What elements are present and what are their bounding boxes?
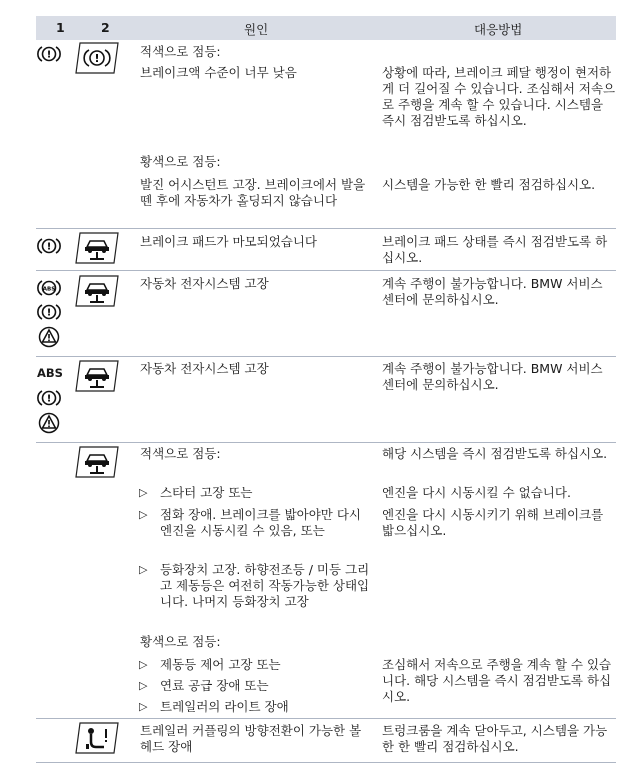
cause-bullet: 등화장치 고장. 하향전조등 / 미등 그리고 제동등은 여전히 작동가능한 상태입니다. 나머지 등화장치 고장: [160, 562, 370, 609]
brake-warning-icon: [37, 388, 63, 408]
row-divider: [36, 718, 616, 719]
svg-text:!: !: [46, 49, 52, 61]
row-divider: [36, 356, 616, 357]
cause-text: 발진 어시스턴트 고장. 브레이크에서 발을 뗀 후에 자동차가 홀딩되지 않습니다: [140, 177, 366, 208]
abs-text-indicator: ABS: [37, 366, 63, 380]
yellow-lit-heading: 황색으로 점등:: [140, 154, 221, 169]
cause-text: 트레일러 커플링의 방향전환이 가능한 볼 헤드 장애: [140, 723, 362, 754]
action-text: 계속 주행이 불가능합니다. BMW 서비스 센터에 문의하십시오.: [382, 361, 603, 392]
bullet-triangle-icon: ▷: [139, 508, 148, 521]
svg-text:ABS: ABS: [42, 286, 56, 293]
cause-bullet: 제동등 제어 고장 또는: [160, 657, 281, 672]
header-cause: 원인: [244, 22, 269, 37]
brake-warning-icon: [37, 44, 63, 64]
yellow-lit-heading: 황색으로 점등:: [140, 634, 221, 649]
red-lit-heading: 적색으로 점등:: [140, 44, 221, 59]
row-divider: [36, 442, 616, 443]
car-on-lift-icon: [74, 360, 120, 392]
action-text: 조심해서 저속으로 주행을 계속 할 수 있습니다. 해당 시스템을 즉시 점검받도록 하십시오.: [382, 657, 612, 704]
action-text: 엔진을 다시 시동시키기 위해 브레이크를 밟으십시오.: [382, 507, 604, 538]
header-col-1: 1: [56, 20, 65, 35]
cause-bullet: 스타터 고장 또는: [160, 485, 253, 500]
car-on-lift-icon: [74, 446, 120, 478]
cause-bullet: 연료 공급 장애 또는: [160, 678, 269, 693]
svg-text:!: !: [94, 52, 100, 65]
cause-text: 브레이크액 수준이 너무 낮음: [140, 65, 297, 80]
action-text: 상황에 따라, 브레이크 페달 행정이 현저하게 더 길어질 수 있습니다. 조심해서 저속으로 주행을 계속 할 수 있습니다. 시스템을 즉시 점검받도록 하십시오.: [382, 65, 616, 128]
header-col-2: 2: [101, 20, 110, 35]
bullet-triangle-icon: ▷: [139, 563, 148, 576]
svg-text:!: !: [46, 393, 52, 405]
bullet-triangle-icon: ▷: [139, 679, 148, 692]
header-action: 대응방법: [474, 22, 523, 37]
brake-warning-icon: [37, 236, 63, 256]
bullet-triangle-icon: ▷: [139, 700, 148, 713]
row-divider: [36, 228, 616, 229]
brake-warning-display-icon: [74, 42, 120, 74]
cause-bullet: 트레일러의 라이트 장애: [160, 699, 289, 714]
action-text: 해당 시스템을 즉시 점검받도록 하십시오.: [382, 446, 608, 461]
car-on-lift-icon: [74, 275, 120, 307]
bullet-triangle-icon: ▷: [139, 658, 148, 671]
cause-text: 브레이크 패드가 마모되었습니다: [140, 234, 317, 249]
action-text: 시스템을 가능한 한 빨리 점검하십시오.: [382, 177, 596, 192]
triangle-warning-icon: [37, 412, 63, 432]
action-text: 트렁크룸을 계속 닫아두고, 시스템을 가능한 한 빨리 점검하십시오.: [382, 723, 608, 754]
action-text: 엔진을 다시 시동시킬 수 없습니다.: [382, 485, 571, 500]
table-bottom-rule: [36, 762, 616, 763]
action-text: 계속 주행이 불가능합니다. BMW 서비스 센터에 문의하십시오.: [382, 276, 603, 307]
trailer-hitch-warning-icon: [74, 722, 120, 754]
action-text: 브레이크 패드 상태를 즉시 점검받도록 하십시오.: [382, 234, 608, 265]
svg-text:!: !: [46, 307, 52, 319]
table-header: [36, 16, 616, 40]
car-on-lift-icon: [74, 232, 120, 264]
row-divider: [36, 270, 616, 271]
cause-bullet: 점화 장애. 브레이크를 밟아야만 다시 엔진을 시동시킬 수 있음, 또는: [160, 507, 361, 538]
red-lit-heading: 적색으로 점등:: [140, 446, 221, 461]
brake-warning-icon: [37, 302, 63, 322]
bullet-triangle-icon: ▷: [139, 486, 148, 499]
triangle-warning-icon: [37, 326, 63, 346]
svg-text:!: !: [46, 241, 52, 253]
abs-circle-icon: [37, 278, 63, 298]
cause-text: 자동차 전자시스템 고장: [140, 361, 269, 376]
cause-text: 자동차 전자시스템 고장: [140, 276, 269, 291]
